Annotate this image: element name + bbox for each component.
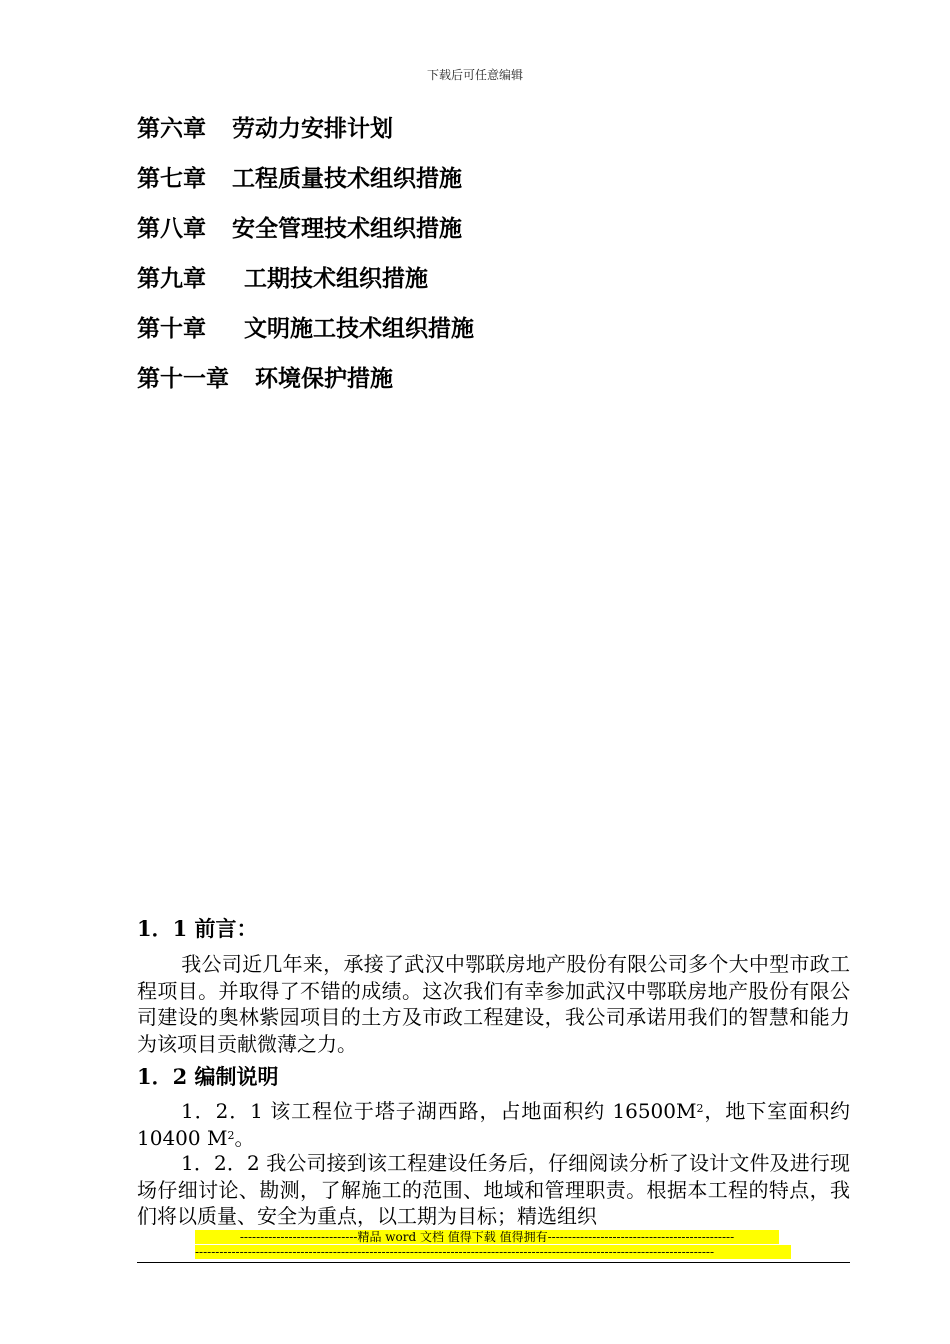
notes-paragraph-1 bbox=[137, 1098, 850, 1151]
toc-chapter-title: 文明施工技术组织措施 bbox=[244, 316, 474, 342]
preface-text: 我公司近几年来，承接了武汉中鄂联房地产股份有限公司多个大中型市政工程项目。并取得了不错的成绩。这次我们有幸参加武汉中鄂联房地产股份有限公司建设的奥林紫园项目的土方及市政工程建设，我公司承诺用我们的智慧和能力为该项目贡献微薄之力。 bbox=[137, 952, 850, 1056]
footer-rule bbox=[137, 1262, 850, 1263]
notes-p2-text: 1．2．2 我公司接到该工程建设任务后，仔细阅读分析了设计文件及进行现场仔细讨论、勘测，了解施工的范围、地域和管理职责。根据本工程的特点，我们将以质量、安全为重点，以工期为目标；精选组织 bbox=[137, 1151, 850, 1228]
toc-chapter-title: 工程质量技术组织措施 bbox=[232, 166, 462, 192]
toc-chapter-title: 安全管理技术组织措施 bbox=[232, 216, 462, 242]
toc-chapter-number: 第七章 bbox=[137, 166, 206, 192]
toc-item bbox=[137, 262, 474, 312]
table-of-contents bbox=[137, 112, 474, 412]
notes-p1-b: ，地下室面积约 10400 M bbox=[137, 1099, 851, 1150]
preface-paragraph bbox=[137, 951, 850, 1057]
notes-paragraph-2 bbox=[137, 1150, 850, 1230]
toc-chapter-number: 第八章 bbox=[137, 216, 206, 242]
toc-chapter-title: 劳动力安排计划 bbox=[232, 116, 393, 142]
notes-p1-sup1: 2 bbox=[696, 1102, 704, 1115]
page-header: 下载后可任意编辑 bbox=[426, 68, 523, 82]
toc-item bbox=[137, 362, 474, 412]
section-heading-notes: 1．2 编制说明 bbox=[137, 1064, 279, 1089]
footer-banner-line-2: -------------------------------------------------------------------------------------------------------------------------------- bbox=[195, 1245, 791, 1259]
toc-chapter-number: 第六章 bbox=[137, 116, 206, 142]
toc-item bbox=[137, 162, 474, 212]
notes-p1-a: 1．2．1 该工程位于塔子湖西路，占地面积约 16500M bbox=[181, 1099, 697, 1123]
toc-item bbox=[137, 312, 474, 362]
toc-chapter-number: 第九章 bbox=[137, 266, 206, 292]
notes-p1-sup2: 2 bbox=[227, 1128, 235, 1142]
section-heading-preface: 1．1 前言： bbox=[137, 916, 258, 941]
toc-item bbox=[137, 212, 474, 262]
notes-p1-c: 。 bbox=[234, 1125, 255, 1150]
toc-chapter-number: 第十章 bbox=[137, 316, 206, 342]
footer-banner-line-1: -----------------------------精品 word 文档 值得下载 值得拥有---------------------------------------------- bbox=[195, 1230, 779, 1244]
toc-chapter-title: 工期技术组织措施 bbox=[244, 266, 428, 292]
toc-item bbox=[137, 112, 474, 162]
toc-chapter-number: 第十一章 bbox=[137, 366, 229, 392]
toc-chapter-title: 环境保护措施 bbox=[255, 366, 393, 392]
